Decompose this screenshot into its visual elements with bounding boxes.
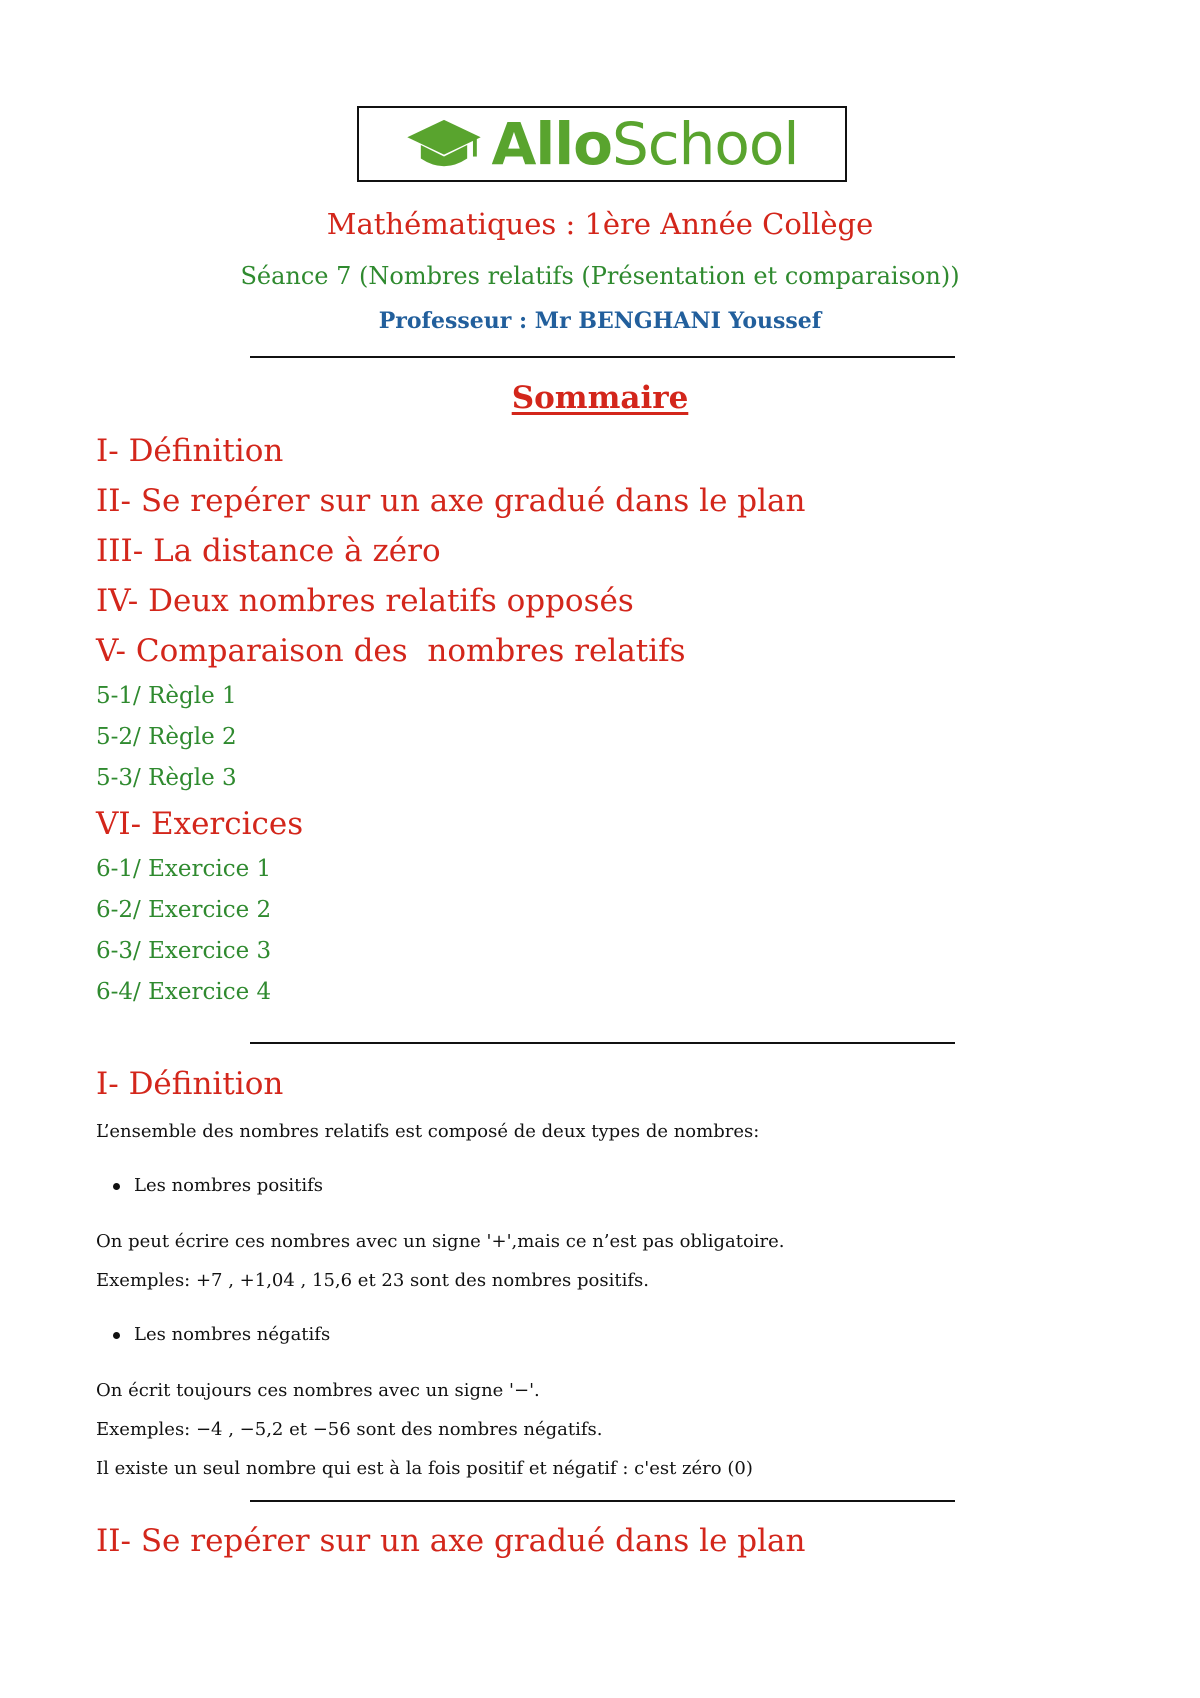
logo-wordmark [491, 110, 799, 178]
negative-examples: Exemples: −4 , −5,2 et −56 sont des nombres négatifs. [96, 1419, 603, 1440]
graduation-cap-icon [405, 116, 483, 172]
toc-subitem-exercice-1[interactable]: 6-1/ Exercice 1 [96, 856, 272, 882]
logo-part-school: School [611, 110, 799, 178]
toc-item-exercices[interactable]: VI- Exercices [96, 806, 304, 842]
toc-item-comparaison[interactable]: V- Comparaison des nombres relatifs [96, 633, 686, 669]
toc-item-definition[interactable]: I- Définition [96, 433, 284, 469]
toc-subitem-regle-2[interactable]: 5-2/ Règle 2 [96, 724, 237, 750]
divider [250, 356, 955, 358]
table-of-contents [96, 426, 805, 1013]
professor-line: Professeur : Mr BENGHANI Youssef [378, 308, 822, 334]
bullet-dot [113, 1332, 120, 1339]
negative-text: On écrit toujours ces nombres avec un signe '−'. [96, 1380, 540, 1401]
bullet-label: Les nombres positifs [134, 1175, 324, 1196]
positive-text: On peut écrire ces nombres avec un signe '+',mais ce n’est pas obligatoire. [96, 1231, 785, 1252]
bullet-dot [113, 1183, 120, 1190]
session-subtitle: Séance 7 (Nombres relatifs (Présentation et comparaison)) [240, 262, 960, 290]
divider [250, 1042, 955, 1044]
definition-intro: L’ensemble des nombres relatifs est composé de deux types de nombres: [96, 1121, 760, 1142]
toc-subitem-regle-1[interactable]: 5-1/ Règle 1 [96, 683, 237, 709]
toc-subitem-exercice-3[interactable]: 6-3/ Exercice 3 [96, 938, 272, 964]
bullet-label: Les nombres négatifs [134, 1324, 331, 1345]
section-heading-definition: I- Définition [96, 1066, 284, 1102]
document-title: Mathématiques : 1ère Année Collège [326, 207, 874, 241]
toc-item-opposes[interactable]: IV- Deux nombres relatifs opposés [96, 583, 634, 619]
alloschool-logo[interactable] [357, 106, 847, 182]
toc-subitem-exercice-4[interactable]: 6-4/ Exercice 4 [96, 979, 272, 1005]
toc-item-distance-zero[interactable]: III- La distance à zéro [96, 533, 441, 569]
summary-title: Sommaire [511, 380, 689, 416]
bullet-item-positifs [113, 1175, 323, 1196]
section-heading-axe-gradue: II- Se repérer sur un axe gradué dans le plan [96, 1523, 806, 1559]
zero-text: Il existe un seul nombre qui est à la fois positif et négatif : c'est zéro (0) [96, 1458, 753, 1479]
toc-item-axe-gradue[interactable]: II- Se repérer sur un axe gradué dans le plan [96, 483, 806, 519]
bullet-item-negatifs [113, 1324, 330, 1345]
logo-part-allo: Allo [491, 110, 612, 178]
divider [250, 1500, 955, 1502]
positive-examples: Exemples: +7 , +1,04 , 15,6 et 23 sont des nombres positifs. [96, 1270, 649, 1291]
toc-subitem-regle-3[interactable]: 5-3/ Règle 3 [96, 765, 237, 791]
toc-subitem-exercice-2[interactable]: 6-2/ Exercice 2 [96, 897, 272, 923]
